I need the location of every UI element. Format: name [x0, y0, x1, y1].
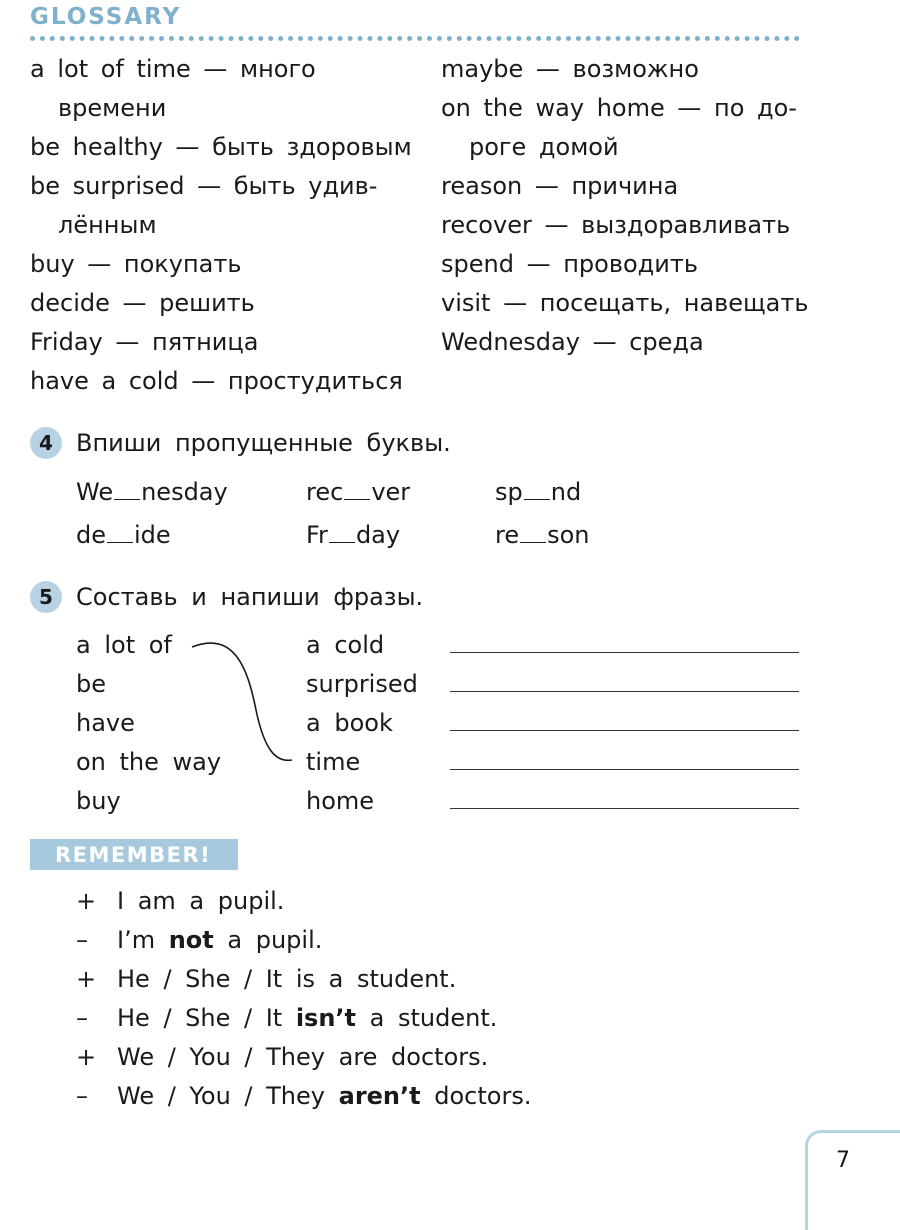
phrase-right: a book: [306, 709, 393, 737]
sign-marker: +: [76, 965, 97, 993]
phrase-left: buy: [76, 787, 121, 815]
letter-gap[interactable]: [329, 522, 355, 543]
sign-marker: +: [76, 887, 97, 915]
word-part: day: [355, 521, 401, 549]
exercise-4-header: [30, 426, 451, 460]
word-part: Fr: [306, 521, 328, 549]
glossary-line: have a cold — простудиться: [30, 367, 403, 395]
negation-word: aren’t: [338, 1082, 421, 1110]
word-part: re: [495, 521, 520, 549]
word-part: nd: [550, 478, 582, 506]
exercise-instruction: Составь и напиши фразы.: [76, 583, 424, 611]
grammar-row: [76, 882, 284, 921]
negation-word: isn’t: [295, 1004, 357, 1032]
phrase-right: a cold: [306, 631, 385, 659]
page-corner-tab: [805, 1130, 900, 1230]
phrase-right: home: [306, 787, 375, 815]
phrase-right: time: [306, 748, 361, 776]
sentence-part: I’m: [117, 926, 169, 954]
dotted-divider: [30, 36, 800, 45]
phrase-left: a lot of: [76, 631, 172, 659]
writing-line[interactable]: [450, 691, 799, 692]
letter-gap[interactable]: [520, 522, 546, 543]
phrase-right: surprised: [306, 670, 418, 698]
grammar-row: [76, 1038, 488, 1077]
grammar-row: [76, 960, 456, 999]
exercise-number-badge: 4: [30, 427, 62, 459]
letter-gap[interactable]: [344, 479, 370, 500]
glossary-line: buy — покупать: [30, 250, 242, 278]
gap-word: [495, 478, 581, 506]
glossary-line: роге домой: [469, 133, 619, 161]
gap-word: [76, 478, 228, 506]
sentence-part: We / You / They: [117, 1082, 339, 1110]
word-part: nesday: [141, 478, 228, 506]
letter-gap[interactable]: [524, 479, 550, 500]
glossary-title: GLOSSARY: [30, 4, 182, 30]
writing-line[interactable]: [450, 730, 799, 731]
letter-gap[interactable]: [114, 479, 140, 500]
sign-marker: +: [76, 1043, 97, 1071]
exercise-5-header: [30, 580, 423, 614]
gap-word: [306, 521, 400, 549]
example-connector-line: [180, 630, 300, 770]
glossary-line: лённым: [58, 211, 157, 239]
gap-word: [306, 478, 410, 506]
phrase-left: have: [76, 709, 135, 737]
writing-line[interactable]: [450, 769, 799, 770]
glossary-line: be healthy — быть здоровым: [30, 133, 412, 161]
glossary-line: maybe — возможно: [441, 55, 699, 83]
glossary-line: visit — посещать, навещать: [441, 289, 809, 317]
sentence-part: a pupil.: [213, 926, 323, 954]
glossary-line: recover — выздоравливать: [441, 211, 791, 239]
glossary-line: on the way home — по до-: [441, 94, 797, 122]
sentence-part: We / You / They are doctors.: [117, 1043, 489, 1071]
word-part: sp: [495, 478, 523, 506]
glossary-line: decide — решить: [30, 289, 255, 317]
glossary-line: Wednesday — среда: [441, 328, 704, 356]
word-part: son: [547, 521, 590, 549]
exercise-instruction: Впиши пропущенные буквы.: [76, 429, 451, 457]
gap-word: [495, 521, 590, 549]
glossary-line: a lot of time — много: [30, 55, 316, 83]
page-number: 7: [836, 1148, 850, 1173]
phrase-left: be: [76, 670, 106, 698]
writing-line[interactable]: [450, 808, 799, 809]
sentence-part: I am a pupil.: [117, 887, 285, 915]
phrase-left: on the way: [76, 748, 222, 776]
sentence-part: a student.: [356, 1004, 498, 1032]
glossary-line: времени: [58, 94, 167, 122]
sentence-part: He / She / It is a student.: [117, 965, 457, 993]
letter-gap[interactable]: [107, 522, 133, 543]
word-part: ide: [134, 521, 171, 549]
sign-marker: –: [76, 1082, 88, 1110]
word-part: We: [76, 478, 114, 506]
word-part: ver: [371, 478, 411, 506]
grammar-row: [76, 999, 497, 1038]
sign-marker: –: [76, 926, 88, 954]
negation-word: not: [168, 926, 214, 954]
sentence-part: He / She / It: [117, 1004, 296, 1032]
glossary-line: Friday — пятница: [30, 328, 259, 356]
glossary-right-column: [441, 50, 861, 362]
sentence-part: doctors.: [420, 1082, 532, 1110]
grammar-row: [76, 1077, 531, 1116]
word-part: de: [76, 521, 106, 549]
gap-word: [76, 521, 171, 549]
writing-line[interactable]: [450, 652, 799, 653]
glossary-line: be surprised — быть удив-: [30, 172, 378, 200]
remember-badge: REMEMBER!: [30, 839, 238, 870]
sign-marker: –: [76, 1004, 88, 1032]
glossary-left-column: [30, 50, 430, 401]
exercise-number-badge: 5: [30, 581, 62, 613]
grammar-row: [76, 921, 322, 960]
word-part: rec: [306, 478, 344, 506]
glossary-line: spend — проводить: [441, 250, 698, 278]
glossary-line: reason — причина: [441, 172, 679, 200]
